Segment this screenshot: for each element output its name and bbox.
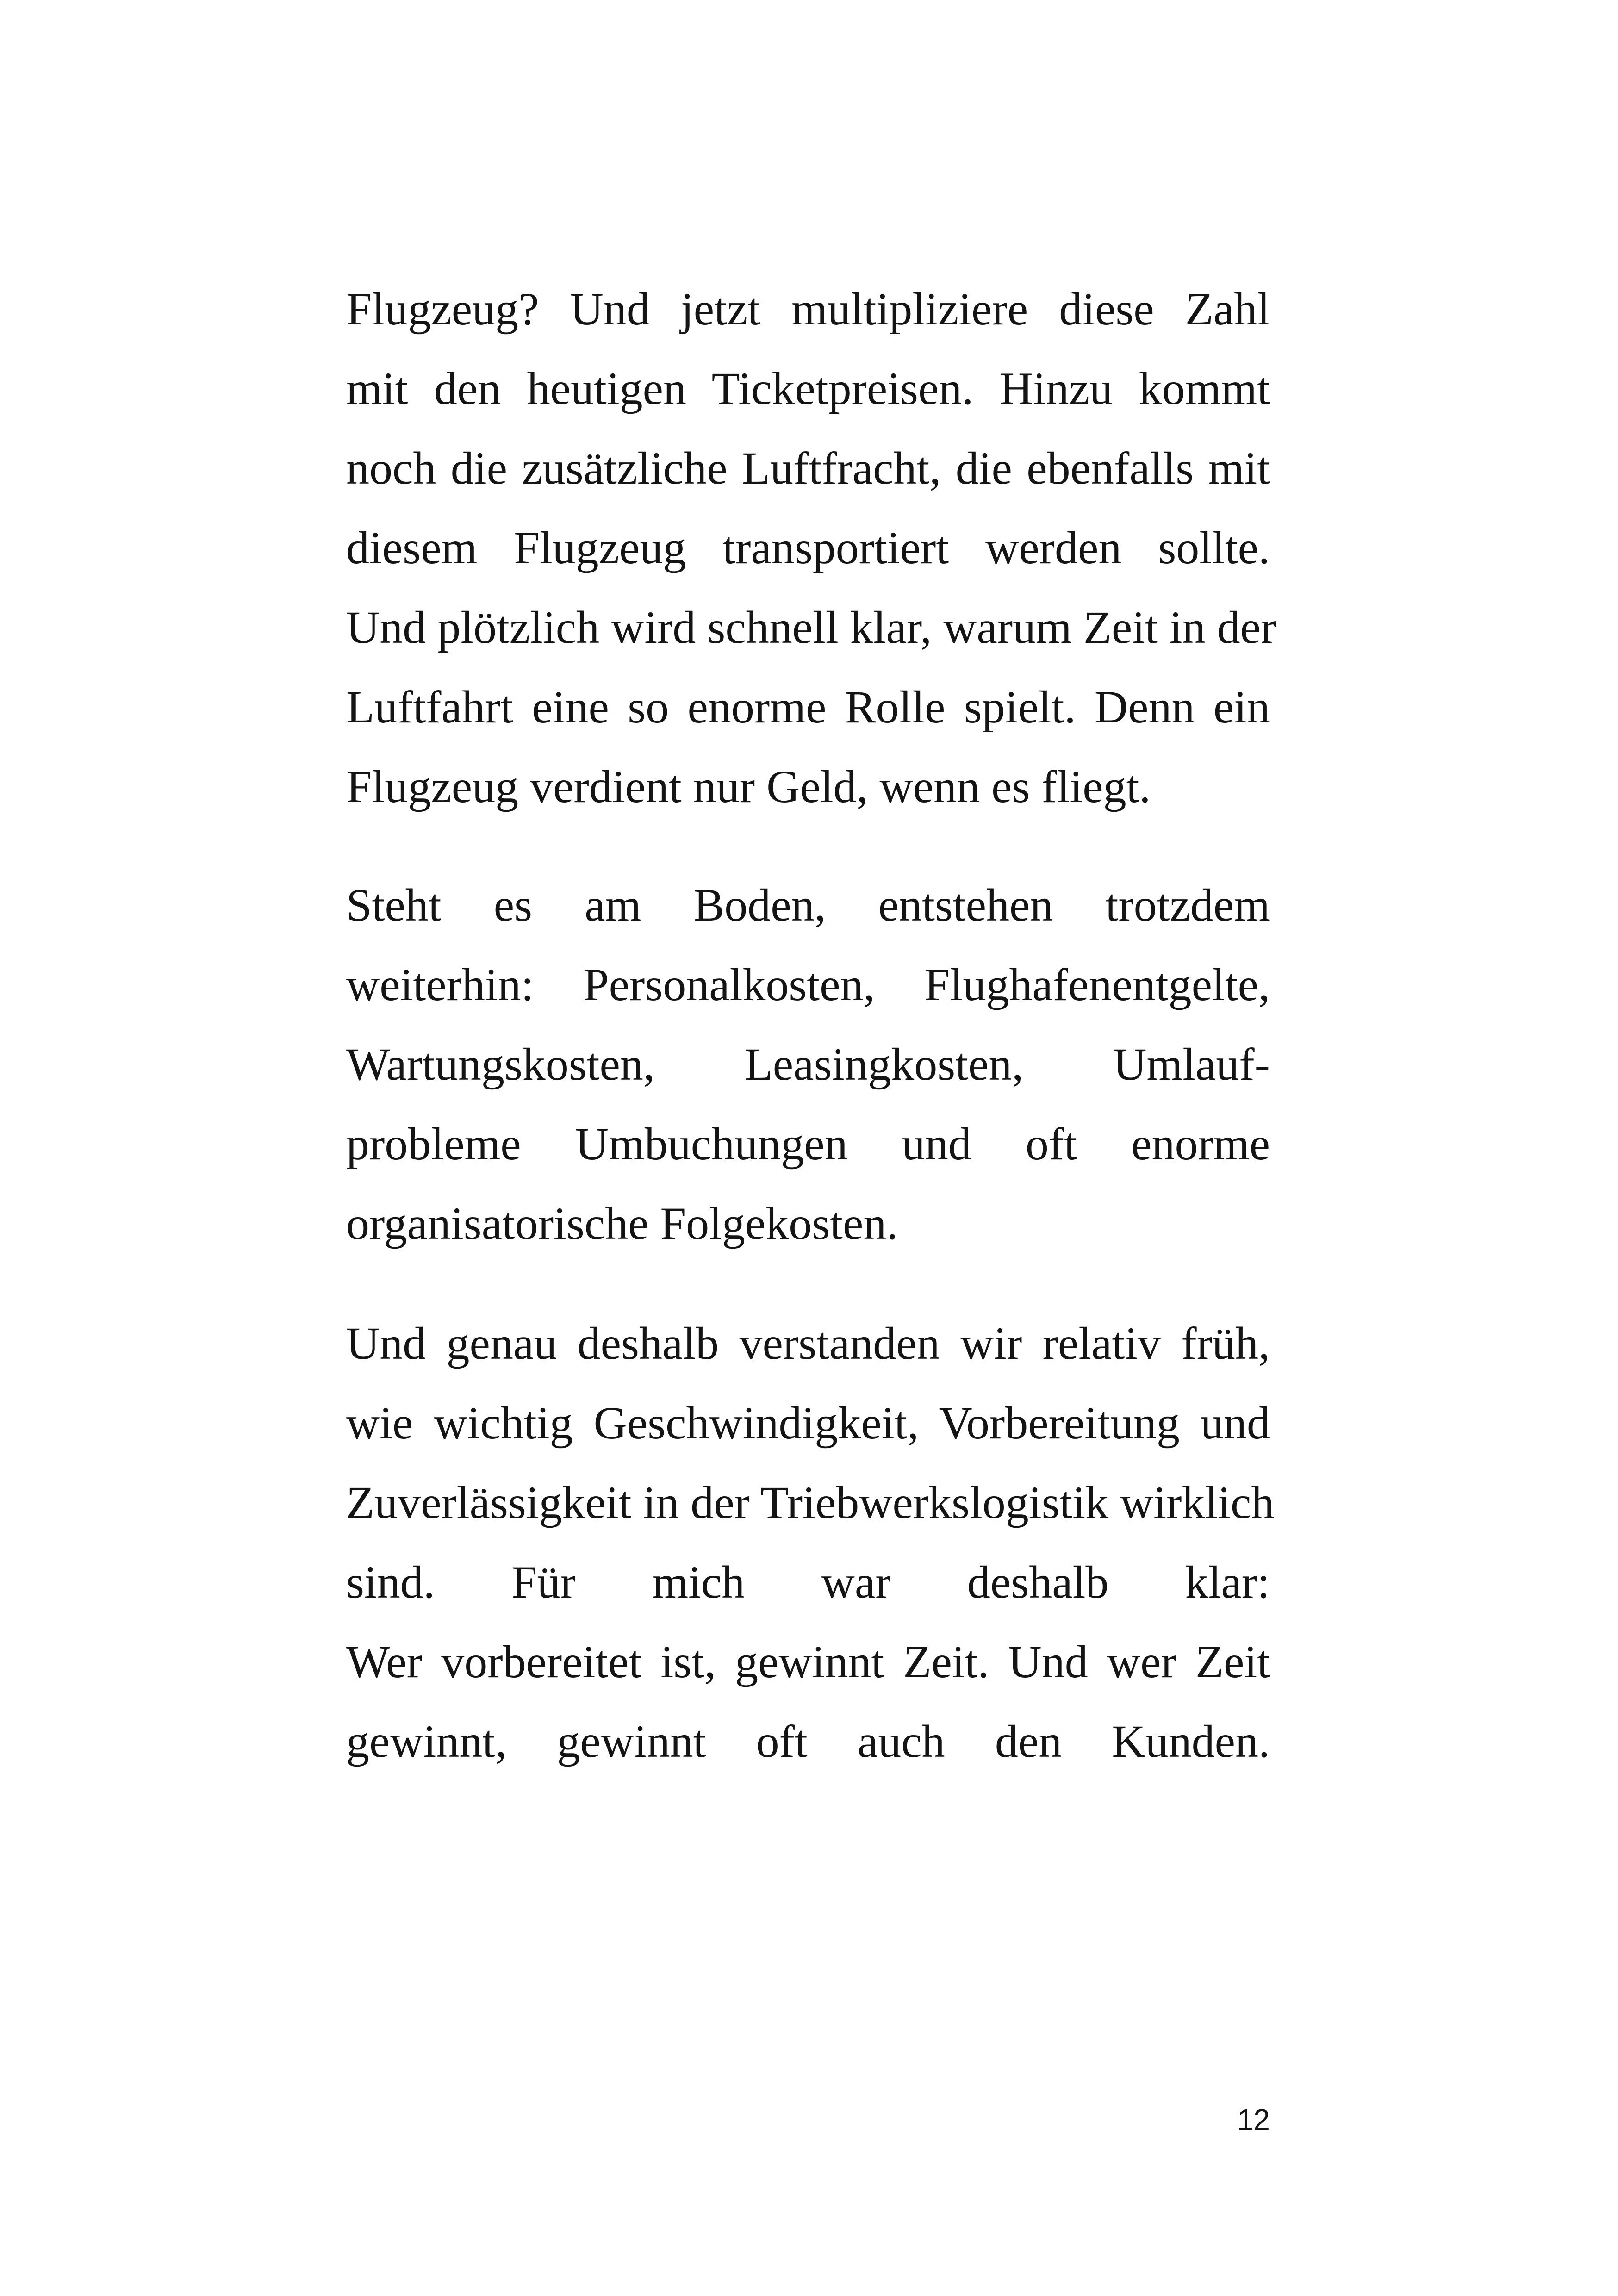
paragraph-1 — [346, 269, 1276, 827]
text-line: gewinnt, gewinnt oft auch den Kunden. — [346, 1716, 1270, 1767]
text-line: Wartungskosten, Leasingkosten, Umlauf- — [346, 1039, 1270, 1090]
text-line: Und plötzlich wird schnell klar, warum Zeit in der — [346, 602, 1276, 653]
text-line: Und genau deshalb verstanden wir relativ früh, — [346, 1318, 1270, 1369]
text-line: Steht es am Boden, entstehen trotzdem — [346, 879, 1270, 931]
text-line: Luftfahrt eine so enorme Rolle spielt. Denn ein — [346, 681, 1270, 733]
text-line: Wer vorbereitet ist, gewinnt Zeit. Und wer Zeit — [346, 1636, 1270, 1687]
paragraph-2 — [346, 865, 1270, 1263]
text-line: noch die zusätzliche Luftfracht, die ebenfalls mit — [346, 442, 1270, 494]
text-line: mit den heutigen Ticketpreisen. Hinzu kommt — [346, 363, 1270, 414]
page-number: 12 — [1237, 2103, 1270, 2136]
text-line: Flugzeug verdient nur Geld, wenn es fliegt. — [346, 761, 1151, 812]
text-line: organisatorische Folgekosten. — [346, 1198, 898, 1249]
text-line: diesem Flugzeug transportiert werden sollte. — [346, 522, 1270, 573]
text-line: probleme Umbuchungen und oft enorme — [346, 1118, 1270, 1170]
paragraph-3 — [346, 1304, 1275, 1781]
text-line: wie wichtig Geschwindigkeit, Vorbereitung und — [346, 1397, 1270, 1449]
text-line: sind. Für mich war deshalb klar: — [346, 1556, 1270, 1608]
text-line: weiterhin: Personalkosten, Flughafenentgelte, — [346, 959, 1270, 1010]
text-line: Zuverlässigkeit in der Triebwerkslogistik wirklich — [346, 1477, 1275, 1528]
text-line: Flugzeug? Und jetzt multipliziere diese Zahl — [346, 283, 1270, 335]
